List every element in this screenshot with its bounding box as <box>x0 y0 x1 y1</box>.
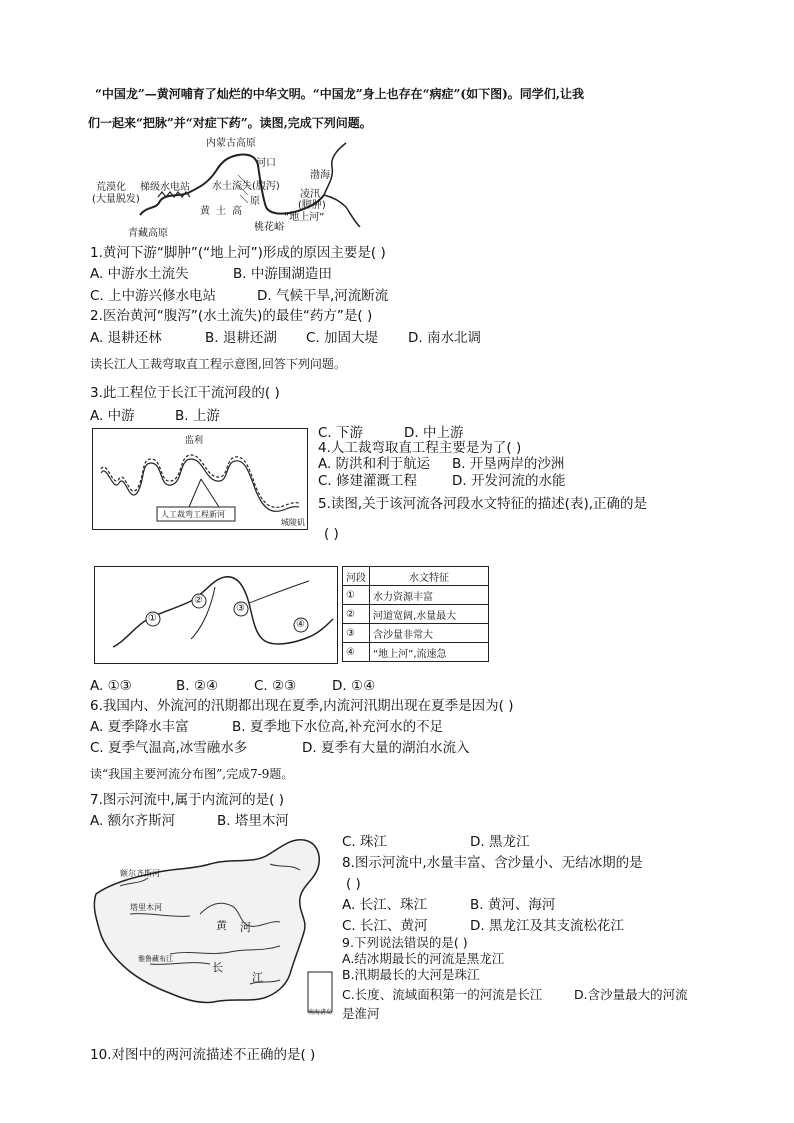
q2-option-b[interactable]: B. 退耕还湖 <box>205 330 277 346</box>
q5-option-c[interactable]: C. ②③ <box>254 678 297 694</box>
q5-stem: 5.读图,关于该河流各河段水文特征的描述(表),正确的是 <box>318 496 647 512</box>
label-desert-sub: (大量脱发) <box>92 194 140 205</box>
label-above-river: “地上河” <box>284 212 325 223</box>
q4-option-c[interactable]: C. 修建灌溉工程 <box>318 473 418 489</box>
table-header-row <box>343 567 489 586</box>
table-row <box>343 586 489 605</box>
table-cell-feature: 河道宽阔,水量最大 <box>370 605 489 624</box>
table-header-section: 河段 <box>343 567 370 586</box>
label-loess-3: 高 <box>232 206 242 217</box>
yellow-river-map <box>88 135 438 245</box>
q9-stem: 9.下列说法错误的是( ) <box>342 935 468 950</box>
label-loess-4: 原 <box>250 196 260 207</box>
section-marker-2: ② <box>194 595 203 606</box>
section-marker-4: ④ <box>296 619 305 630</box>
q3-option-d[interactable]: D. 中上游 <box>404 425 464 441</box>
q8-stem: 8.图示河流中,水量丰富、含沙量小、无结冰期的是 <box>342 855 643 871</box>
china-rivers-map <box>90 834 336 1018</box>
q8-option-a[interactable]: A. 长江、珠江 <box>342 897 428 913</box>
q6-option-a[interactable]: A. 夏季降水丰富 <box>90 719 189 735</box>
q2-stem: 2.医治黄河“腹泻”(水土流失)的最佳“药方”是( ) <box>90 308 373 324</box>
label-erosion: 水土流失(腹泻) <box>212 181 280 192</box>
q9-option-d-cont: 是淮河 <box>342 1006 380 1021</box>
q9-option-b[interactable]: B.汛期最长的大河是珠江 <box>342 967 480 982</box>
label-erqisi: 额尔齐斯河 <box>120 869 160 878</box>
q3-stem: 3.此工程位于长江干流河段的( ) <box>90 385 280 401</box>
q4-option-a[interactable]: A. 防洪和利于航运 <box>318 456 431 472</box>
q8-option-d[interactable]: D. 黑龙江及其支流松花江 <box>470 918 624 934</box>
label-yalu: 雅鲁藏布江 <box>138 955 173 963</box>
q9-option-a[interactable]: A.结冰期最长的河流是黑龙江 <box>342 951 505 966</box>
q8-option-b[interactable]: B. 黄河、海河 <box>470 897 556 913</box>
q6-option-b[interactable]: B. 夏季地下水位高,补充河水的不足 <box>232 719 444 735</box>
q3-option-b[interactable]: B. 上游 <box>175 408 220 424</box>
china-rivers-svg <box>90 834 336 1018</box>
q6-option-c[interactable]: C. 夏季气温高,冰雪融水多 <box>90 740 248 756</box>
q1-option-a[interactable]: A. 中游水土流失 <box>90 266 189 282</box>
label-hekou: 河口 <box>256 158 276 169</box>
table-cell-section: ③ <box>343 624 370 643</box>
label-taohuayu: 桃花峪 <box>254 222 284 233</box>
label-chenglingji: 城陵矶 <box>281 518 305 527</box>
q7-option-c[interactable]: C. 珠江 <box>342 834 388 850</box>
section-marker-1: ① <box>148 613 157 624</box>
intro-line-2: 们一起来“把脉”并“对症下药”。读图,完成下列问题。 <box>88 116 372 130</box>
table-cell-feature: 含沙量非常大 <box>370 624 489 643</box>
q3-option-c[interactable]: C. 下游 <box>318 425 364 441</box>
table-cell-section: ④ <box>343 643 370 662</box>
label-desert: 荒漠化 <box>96 182 126 193</box>
q7-stem: 7.图示河流中,属于内流河的是( ) <box>90 792 284 808</box>
q7-option-a[interactable]: A. 额尔齐斯河 <box>90 813 176 829</box>
river-sections-map <box>94 566 338 664</box>
label-qinghai: 青藏高原 <box>128 228 168 239</box>
label-flood-sub: (脚肿) <box>298 200 326 211</box>
q1-option-d[interactable]: D. 气候干旱,河流断流 <box>257 288 389 304</box>
table-cell-feature: 水力资源丰富 <box>370 586 489 605</box>
table-cell-section: ① <box>343 586 370 605</box>
label-talimu: 塔里木河 <box>130 903 162 912</box>
label-flood: 凌汛 <box>300 189 320 200</box>
q6-stem: 6.我国内、外流河的汛期都出现在夏季,内流河汛期出现在夏季是因为( ) <box>90 698 514 714</box>
table-header-feature: 水文特征 <box>370 567 489 586</box>
q4-stem: 4.人工裁弯取直工程主要是为了( ) <box>318 440 522 456</box>
q4-option-d[interactable]: D. 开发河流的水能 <box>452 473 566 489</box>
q8-option-c[interactable]: C. 长江、黄河 <box>342 918 428 934</box>
table-row <box>343 643 489 662</box>
label-loess-1: 黄 <box>200 206 210 217</box>
q2-option-d[interactable]: D. 南水北调 <box>408 330 481 346</box>
table-row <box>343 605 489 624</box>
label-jianli: 监利 <box>185 436 204 446</box>
q2-option-c[interactable]: C. 加固大堤 <box>306 330 379 346</box>
table-row <box>343 624 489 643</box>
river-sections-svg <box>95 567 336 662</box>
intro-line-1: “中国龙”—黄河哺育了灿烂的中华文明。“中国龙”身上也存在“病症”(如下图)。同学们,让我 <box>95 87 584 101</box>
label-dam: 梯级水电站 <box>140 182 190 193</box>
q10-stem: 10.对图中的两河流描述不正确的是( ) <box>90 1047 316 1063</box>
q9-option-d[interactable]: D.含沙量最大的河流 <box>574 987 688 1002</box>
label-bohai: 渤海 <box>310 170 330 181</box>
q1-option-b[interactable]: B. 中游围湖造田 <box>233 266 332 282</box>
q2-option-a[interactable]: A. 退耕还林 <box>90 330 162 346</box>
label-loess-2: 土 <box>216 206 226 217</box>
sub-intro-1: 读长江人工裁弯取直工程示意图,回答下列问题。 <box>90 357 346 371</box>
q5-paren: ( ) <box>324 526 339 542</box>
sub-intro-2: 读“我国主要河流分布图”,完成7-9题。 <box>90 767 294 781</box>
q3-option-a[interactable]: A. 中游 <box>90 408 135 424</box>
label-jiang: 江 <box>252 971 263 984</box>
q7-option-d[interactable]: D. 黑龙江 <box>470 834 530 850</box>
label-cutoff-box: 人工裁弯工程新河 <box>161 510 225 519</box>
q1-option-c[interactable]: C. 上中游兴修水电站 <box>90 288 217 304</box>
q1-stem: 1.黄河下游“脚肿”(“地上河”)形成的原因主要是( ) <box>90 245 386 261</box>
hydro-feature-table <box>342 566 489 662</box>
section-marker-3: ③ <box>236 603 245 614</box>
q5-option-b[interactable]: B. ②④ <box>176 678 219 694</box>
label-chang: 长 <box>212 961 223 974</box>
label-south-sea: 南海诸岛 <box>308 1009 333 1016</box>
yangtze-cutoff-map <box>92 428 308 530</box>
label-huang: 黄 <box>216 919 227 932</box>
table-cell-feature: “地上河”,流速急 <box>370 643 489 662</box>
q6-option-d[interactable]: D. 夏季有大量的湖泊水流入 <box>302 740 470 756</box>
table-cell-section: ② <box>343 605 370 624</box>
q5-option-a[interactable]: A. ①③ <box>90 678 132 694</box>
q5-option-d[interactable]: D. ①④ <box>332 678 376 694</box>
q9-option-c[interactable]: C.长度、流域面积第一的河流是长江 <box>342 987 543 1002</box>
q7-option-b[interactable]: B. 塔里木河 <box>217 813 289 829</box>
q8-paren: ( ) <box>346 876 361 892</box>
section-marker-circles <box>146 594 308 632</box>
label-nm-plateau: 内蒙古高原 <box>206 138 256 149</box>
q4-option-b[interactable]: B. 开垦两岸的沙洲 <box>452 456 565 472</box>
label-he: 河 <box>240 921 251 934</box>
